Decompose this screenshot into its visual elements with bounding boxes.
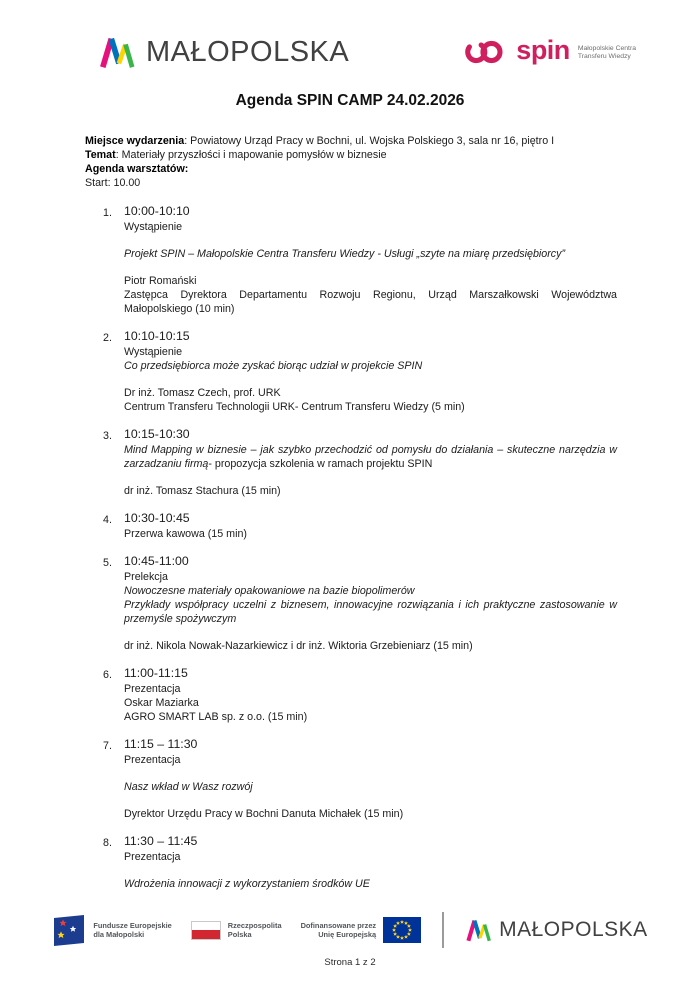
agenda-line bbox=[124, 833, 617, 850]
agenda-line bbox=[124, 345, 617, 359]
agenda-item-content bbox=[124, 328, 617, 414]
agenda-line bbox=[124, 443, 617, 471]
meta-line: Agenda warsztatów: bbox=[85, 163, 189, 175]
agenda-text: Wystąpienie bbox=[124, 221, 183, 233]
agenda-line bbox=[124, 807, 617, 821]
agenda-line bbox=[124, 220, 617, 234]
agenda-text: 10:30-10:45 bbox=[124, 511, 190, 525]
agenda-line bbox=[124, 527, 617, 541]
agenda-text: Co przedsiębiorca może zyskać biorąc udział w projekcie SPIN bbox=[124, 360, 423, 372]
agenda-text: Wdrożenia innowacji z wykorzystaniem środków UE bbox=[124, 878, 370, 890]
agenda-item bbox=[103, 203, 617, 316]
agenda-line bbox=[124, 598, 617, 626]
agenda-text: Prelekcja bbox=[124, 571, 168, 583]
agenda-item-number: 1. bbox=[103, 206, 112, 219]
agenda-text: 11:00-11:15 bbox=[124, 666, 188, 680]
agenda-text: Zastępca Dyrektora Departamentu Rozwoju Regionu, Urząd Marszałkowski Województwa Małopolskiego (10 min) bbox=[124, 289, 617, 315]
eu-cofunded-label bbox=[301, 921, 377, 939]
agenda-text: Nowoczesne materiały opakowaniowe na bazie biopolimerów bbox=[124, 585, 415, 597]
agenda-item-content bbox=[124, 426, 617, 498]
agenda-line bbox=[124, 850, 617, 864]
agenda-item bbox=[103, 426, 617, 498]
eu-funds-flag-icon bbox=[52, 913, 86, 947]
agenda-text: Dyrektor Urzędu Pracy w Bochni Danuta Michałek (15 min) bbox=[124, 808, 404, 820]
malopolska-m-icon bbox=[98, 34, 136, 70]
agenda-item-content bbox=[124, 553, 617, 653]
agenda-text: 10:10-10:15 bbox=[124, 329, 190, 343]
meta-line: Start: 10.00 bbox=[85, 177, 141, 189]
meta-line: Temat: Materiały przyszłości i mapowanie pomysłów w biznesie bbox=[85, 149, 387, 161]
eu-funds-label bbox=[93, 921, 171, 939]
agenda-text: 10:15-10:30 bbox=[124, 427, 190, 441]
agenda-text: Przykłady współpracy uczelni z biznesem, innowacyjne rozwiązania i ich praktyczne zastosowanie w przemyśle spożywczym bbox=[124, 599, 617, 625]
agenda-line bbox=[124, 682, 617, 696]
agenda-text: Nasz wkład w Wasz rozwój bbox=[124, 781, 253, 793]
spin-wordmark: spin bbox=[516, 34, 570, 65]
page-footer bbox=[0, 912, 700, 968]
agenda-item-content bbox=[124, 833, 617, 891]
spin-logo bbox=[464, 34, 636, 68]
agenda-line bbox=[124, 665, 617, 682]
malopolska-logo bbox=[98, 34, 349, 70]
agenda-line bbox=[124, 780, 617, 794]
agenda-line bbox=[124, 359, 617, 373]
malopolska-footer-logo bbox=[465, 917, 648, 943]
agenda-line bbox=[124, 274, 617, 288]
agenda-text: Centrum Transferu Technologii URK- Centrum Transferu Wiedzy (5 min) bbox=[124, 401, 465, 413]
agenda-line bbox=[124, 584, 617, 598]
malopolska-wordmark: MAŁOPOLSKA bbox=[146, 35, 350, 68]
agenda-item-content bbox=[124, 510, 617, 541]
agenda-item-number: 8. bbox=[103, 836, 112, 849]
agenda-line bbox=[124, 736, 617, 753]
header-logos bbox=[0, 0, 700, 78]
eu-flag-icon bbox=[383, 917, 421, 943]
agenda-item bbox=[103, 553, 617, 653]
agenda-item-content bbox=[124, 665, 617, 724]
agenda-text: Przerwa kawowa (15 min) bbox=[124, 528, 247, 540]
agenda-item bbox=[103, 833, 617, 891]
eu-funds-logo bbox=[52, 913, 171, 947]
agenda-item-number: 2. bbox=[103, 331, 112, 344]
agenda-line bbox=[124, 400, 617, 414]
eu-cofunded-line2: Unię Europejską bbox=[318, 930, 377, 939]
agenda-item-content bbox=[124, 203, 617, 316]
eu-cofunded-logo bbox=[301, 917, 422, 943]
agenda-item-number: 4. bbox=[103, 513, 112, 526]
meta-line: Miejsce wydarzenia: Powiatowy Urząd Pracy w Bochni, ul. Wojska Polskiego 3, sala nr 16, piętro I bbox=[85, 135, 555, 147]
agenda-text: 10:00-10:10 bbox=[124, 204, 190, 218]
agenda-line bbox=[124, 696, 617, 710]
agenda-line bbox=[124, 484, 617, 498]
poland-label bbox=[228, 921, 282, 939]
agenda-text: - propozycja szkolenia w ramach projektu SPIN bbox=[208, 458, 433, 470]
agenda-line bbox=[124, 553, 617, 570]
agenda-text: AGRO SMART LAB sp. z o.o. (15 min) bbox=[124, 711, 308, 723]
agenda-item-number: 5. bbox=[103, 556, 112, 569]
agenda-text: Piotr Romański bbox=[124, 275, 197, 287]
malopolska-m-icon-small bbox=[465, 917, 492, 943]
page-number: Strona 1 z 2 bbox=[324, 957, 376, 968]
agenda-item-number: 7. bbox=[103, 739, 112, 752]
agenda-text: Prezentacja bbox=[124, 754, 181, 766]
agenda-item-content bbox=[124, 736, 617, 821]
agenda-line bbox=[124, 510, 617, 527]
agenda-item bbox=[103, 328, 617, 414]
agenda-line bbox=[124, 710, 617, 724]
agenda-text: Prezentacja bbox=[124, 851, 181, 863]
agenda-line bbox=[124, 753, 617, 767]
agenda-line bbox=[124, 386, 617, 400]
agenda-line bbox=[124, 247, 617, 261]
agenda-item bbox=[103, 510, 617, 541]
poland-line2: Polska bbox=[227, 930, 252, 939]
poland-flag-icon bbox=[191, 921, 221, 940]
agenda-item bbox=[103, 665, 617, 724]
agenda-text: dr inż. Tomasz Stachura (15 min) bbox=[124, 485, 281, 497]
agenda-text: 11:30 – 11:45 bbox=[124, 834, 198, 848]
agenda-line bbox=[124, 328, 617, 345]
eu-funds-line2: dla Małopolski bbox=[93, 930, 145, 939]
spin-tagline bbox=[578, 43, 636, 62]
agenda-line bbox=[124, 570, 617, 584]
poland-line1: Rzeczpospolita bbox=[227, 921, 282, 930]
agenda-text: Dr inż. Tomasz Czech, prof. URK bbox=[124, 387, 281, 399]
page-title: Agenda SPIN CAMP 24.02.2026 bbox=[235, 92, 465, 109]
eu-funds-line1: Fundusze Europejskie bbox=[93, 921, 172, 930]
spin-infinity-icon bbox=[464, 38, 508, 66]
eu-cofunded-line1: Dofinansowane przez bbox=[300, 921, 377, 930]
agenda-text: Oskar Maziarka bbox=[124, 697, 199, 709]
agenda-text: Projekt SPIN – Małopolskie Centra Transferu Wiedzy - Usługi „szyte na miarę przedsiębiorcy” bbox=[124, 248, 566, 260]
agenda-item-number: 6. bbox=[103, 668, 112, 681]
agenda-line bbox=[124, 426, 617, 443]
footer-logos bbox=[0, 912, 700, 948]
agenda-line bbox=[124, 639, 617, 653]
agenda-line bbox=[124, 203, 617, 220]
agenda-text: Prezentacja bbox=[124, 683, 181, 695]
agenda-text: dr inż. Nikola Nowak-Nazarkiewicz i dr inż. Wiktoria Grzebieniarz (15 min) bbox=[124, 640, 473, 652]
agenda-text: 10:45-11:00 bbox=[124, 554, 189, 568]
meta-block bbox=[85, 134, 620, 190]
agenda-item bbox=[103, 736, 617, 821]
spin-tagline-line1: Małopolskie Centra bbox=[577, 44, 636, 52]
agenda-text: 11:15 – 11:30 bbox=[124, 737, 198, 751]
footer-divider bbox=[442, 912, 444, 948]
agenda-text: Mind Mapping w biznesie – jak szybko przechodzić od pomysłu do działania – skuteczne narzędzia w zarzadzaniu firmą bbox=[124, 444, 617, 470]
agenda-text: Wystąpienie bbox=[124, 346, 183, 358]
agenda-line bbox=[124, 877, 617, 891]
agenda-line bbox=[124, 288, 617, 316]
agenda-item-number: 3. bbox=[103, 429, 112, 442]
spin-tagline-line2: Transferu Wiedzy bbox=[577, 53, 631, 60]
malopolska-footer-wordmark: MAŁOPOLSKA bbox=[499, 918, 648, 941]
agenda-list bbox=[103, 203, 617, 891]
poland-logo bbox=[191, 921, 282, 940]
